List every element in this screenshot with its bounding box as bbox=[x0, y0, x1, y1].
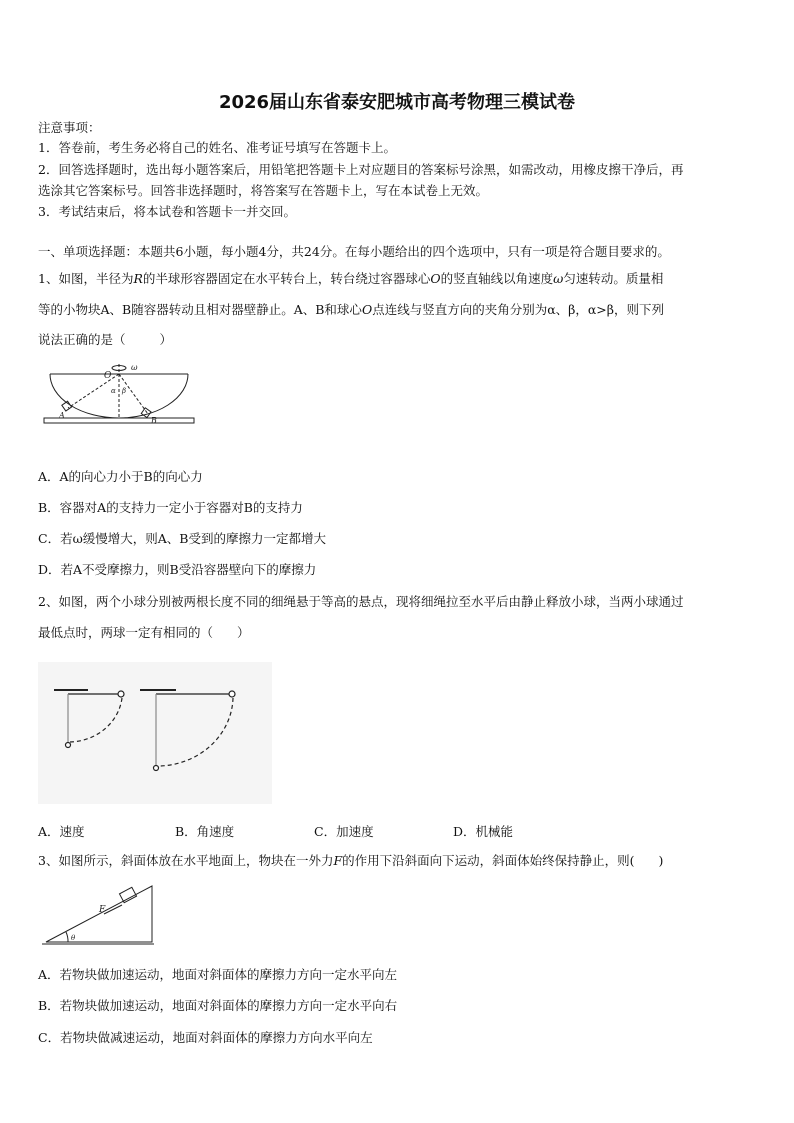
q1-text: 等的小物块A、B随容器转动且相对器壁静止。A、B和球心 bbox=[38, 302, 362, 317]
notice-heading: 注意事项： bbox=[38, 120, 101, 135]
turntable bbox=[44, 418, 194, 423]
q2-option-d: D．机械能 bbox=[453, 824, 514, 839]
q1-text: 的竖直轴线以角速度 bbox=[440, 271, 554, 286]
q1-symbol-o: O bbox=[430, 271, 441, 286]
label-b: B bbox=[151, 416, 157, 425]
q1-hemisphere-figure bbox=[38, 360, 198, 428]
ball-long-lowest bbox=[154, 766, 159, 771]
q2-option-c: C．加速度 bbox=[314, 824, 374, 839]
figure-background bbox=[38, 662, 272, 804]
q1-stem-line2 bbox=[38, 302, 664, 318]
q1-option-c: C．若ω缓慢增大，则A、B受到的摩擦力一定都增大 bbox=[38, 531, 326, 546]
q1-option-d: D．若A不受摩擦力，则B受沿容器壁向下的摩擦力 bbox=[38, 562, 317, 577]
angle-arc bbox=[66, 932, 68, 942]
q1-text: 匀速转动。质量相 bbox=[563, 271, 664, 286]
q1-option-b: B．容器对A的支持力一定小于容器对B的支持力 bbox=[38, 500, 303, 515]
q2-option-a: A．速度 bbox=[38, 824, 85, 839]
q1-symbol-omega: ω bbox=[553, 271, 564, 286]
q1-text: 说法正确的是（ bbox=[38, 332, 126, 347]
q2-stem-line2 bbox=[38, 625, 250, 641]
ball-short-lowest bbox=[66, 743, 71, 748]
label-beta: β bbox=[122, 387, 127, 395]
label-a: A bbox=[59, 411, 65, 420]
q2-pendulum-figure bbox=[38, 662, 272, 804]
q3-text: 3、如图所示，斜面体放在水平地面上，物块在一外力 bbox=[38, 853, 334, 868]
q1-text: 1、如图，半径为 bbox=[38, 271, 134, 286]
label-omega: ω bbox=[131, 363, 138, 372]
block-b bbox=[141, 408, 151, 418]
notice-item-1: 1．答卷前，考生务必将自己的姓名、准考证号填写在答题卡上。 bbox=[38, 140, 396, 155]
label-o: O bbox=[104, 371, 112, 381]
q1-text: 点连线与竖直方向的夹角分别为α、β，α>β，则下列 bbox=[372, 302, 664, 317]
q1-stem-line3 bbox=[38, 332, 172, 348]
ball-long bbox=[229, 691, 235, 697]
q1-symbol-o: O bbox=[361, 302, 373, 317]
q3-option-b: B．若物块做加速运动，地面对斜面体的摩擦力方向一定水平向右 bbox=[38, 998, 398, 1013]
label-f: F bbox=[99, 905, 106, 915]
q2-option-b: B．角速度 bbox=[175, 824, 235, 839]
q3-option-c: C．若物块做减速运动，地面对斜面体的摩擦力方向水平向左 bbox=[38, 1030, 373, 1045]
q3-symbol-f: F bbox=[333, 853, 343, 868]
q2-stem-line1: 2、如图，两个小球分别被两根长度不同的细绳悬于等高的悬点，现将细绳拉至水平后由静止释放小球，当两小球通过 bbox=[38, 594, 684, 609]
q3-stem-line1 bbox=[38, 853, 663, 869]
q2-text: ） bbox=[237, 625, 250, 640]
section-heading: 一、单项选择题：本题共6小题，每小题4分，共24分。在每小题给出的四个选项中，只有一项是符合题目要求的。 bbox=[38, 244, 670, 259]
q3-text: 的作用下沿斜面向下运动，斜面体始终保持静止，则( bbox=[342, 853, 635, 868]
notice-item-2: 2．回答选择题时，选出每小题答案后，用铅笔把答题卡上对应题目的答案标号涂黑，如需改动，用橡皮擦干净后，再 bbox=[38, 162, 684, 177]
q3-option-a: A．若物块做加速运动，地面对斜面体的摩擦力方向一定水平向左 bbox=[38, 967, 398, 982]
q1-stem-line1 bbox=[38, 271, 663, 287]
q1-option-a: A．A的向心力小于B的向心力 bbox=[38, 469, 203, 484]
page-title: 2026届山东省泰安肥城市高考物理三模试卷 bbox=[218, 92, 576, 113]
ball-short bbox=[118, 691, 124, 697]
label-theta: θ bbox=[71, 934, 76, 942]
q3-text: ) bbox=[658, 853, 664, 868]
q1-text: 的半球形容器固定在水平转台上，转台绕过容器球心 bbox=[142, 271, 431, 286]
q1-text: ） bbox=[159, 332, 173, 347]
notice-item-2-cont: 选涂其它答案标号。回答非选择题时，将答案写在答题卡上，写在本试卷上无效。 bbox=[38, 183, 489, 198]
label-alpha: α bbox=[111, 387, 116, 395]
notice-item-3: 3．考试结束后，将本试卷和答题卡一并交回。 bbox=[38, 204, 296, 219]
q1-symbol-r: R bbox=[133, 271, 143, 286]
q2-text: 最低点时，两球一定有相同的（ bbox=[38, 625, 214, 640]
q3-incline-figure bbox=[38, 880, 162, 948]
